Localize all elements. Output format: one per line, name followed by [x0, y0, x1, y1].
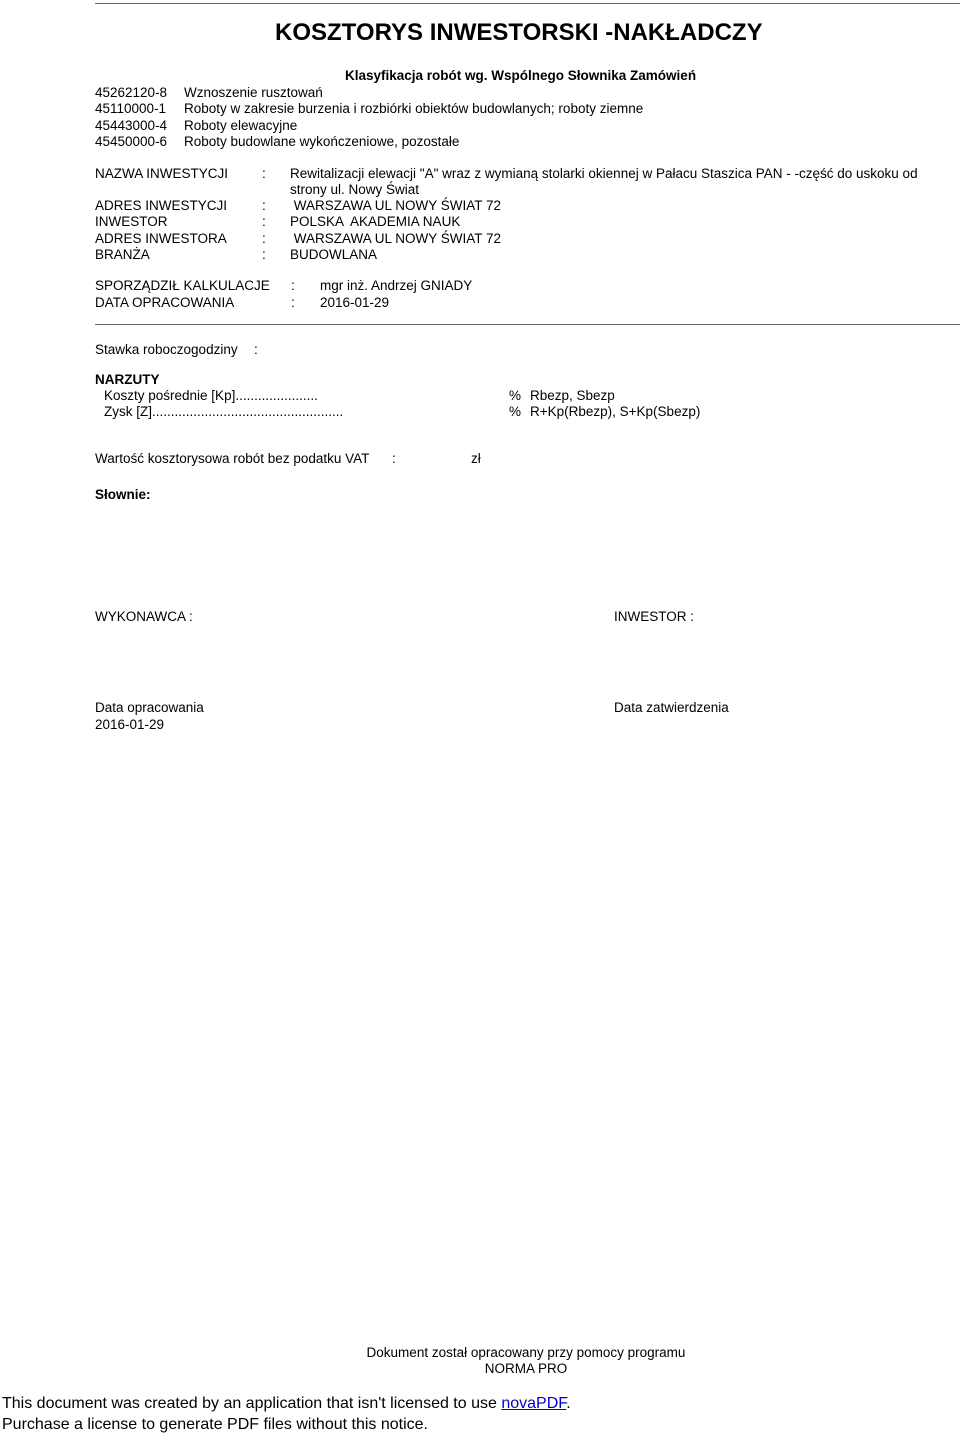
investor-signature-label: INWESTOR : — [614, 609, 695, 624]
colon: : — [262, 247, 266, 262]
colon: : — [262, 214, 266, 229]
cpv-name: Roboty budowlane wykończeniowe, pozostałe — [184, 134, 460, 149]
contractor-label: WYKONAWCA : — [95, 609, 193, 624]
preparation-date-label: DATA OPRACOWANIA — [95, 295, 235, 310]
preparation-date-value: 2016-01-29 — [320, 295, 390, 310]
program-note: Dokument został opracowany przy pomocy programu — [366, 1345, 686, 1360]
hourly-rate-label: Stawka roboczogodziny — [95, 342, 238, 357]
cpv-code: 45110000-1 — [95, 101, 167, 116]
section-divider — [95, 324, 960, 325]
program-name: NORMA PRO — [484, 1361, 568, 1376]
in-words-label: Słownie: — [95, 487, 151, 502]
cpv-name: Roboty w zakresie burzenia i rozbiórki obiektów budowlanych; roboty ziemne — [184, 101, 644, 116]
branch-value: BUDOWLANA — [290, 247, 378, 262]
prepared-by-value: mgr inż. Andrzej GNIADY — [320, 278, 473, 293]
surcharge-label: Zysk [Z]................................................... — [104, 404, 344, 419]
novapdf-link[interactable]: novaPDF — [501, 1395, 567, 1412]
cpv-code: 45262120-8 — [95, 85, 168, 100]
investor-label: INWESTOR — [95, 214, 168, 229]
surcharge-label: Koszty pośrednie [Kp]...................... — [104, 388, 318, 403]
investment-name-value-cont: strony ul. Nowy Świat — [290, 182, 420, 197]
colon: : — [291, 278, 295, 293]
document-title: KOSZTORYS INWESTORSKI -NAKŁADCZY — [275, 19, 763, 46]
surcharges-heading: NARZUTY — [95, 372, 160, 387]
top-rule — [95, 3, 960, 4]
surcharge-basis: R+Kp(Rbezp), S+Kp(Sbezp) — [530, 404, 701, 419]
approval-date-label: Data zatwierdzenia — [614, 700, 729, 715]
prep-date-value: 2016-01-29 — [95, 717, 165, 732]
license-notice-line2: Purchase a license to generate PDF files without this notice. — [2, 1416, 428, 1433]
colon: : — [291, 295, 295, 310]
classification-heading: Klasyfikacja robót wg. Wspólnego Słownika Zamówień — [345, 68, 697, 83]
prep-date-label: Data opracowania — [95, 700, 204, 715]
license-notice-period: . — [566, 1395, 571, 1412]
cpv-code: 45443000-4 — [95, 118, 168, 133]
investment-name-value: Rewitalizacji elewacji "A" wraz z wymianą stolarki okiennej w Pałacu Staszica PAN - -część do uskoku od — [290, 166, 918, 181]
colon: : — [392, 451, 396, 466]
estimate-value-label: Wartość kosztorysowa robót bez podatku VAT — [95, 451, 370, 466]
cpv-name: Wznoszenie rusztowań — [184, 85, 323, 100]
prepared-by-label: SPORZĄDZIŁ KALKULACJE — [95, 278, 270, 293]
colon: : — [254, 342, 258, 357]
investment-address-value: WARSZAWA UL NOWY ŚWIAT 72 — [290, 198, 502, 213]
cpv-name: Roboty elewacyjne — [184, 118, 298, 133]
branch-label: BRANŻA — [95, 247, 150, 262]
colon: : — [262, 166, 266, 181]
investment-name-label: NAZWA INWESTYCJI — [95, 166, 229, 181]
license-notice-text: This document was created by an application that isn't licensed to use — [2, 1395, 502, 1412]
investor-address-value: WARSZAWA UL NOWY ŚWIAT 72 — [290, 231, 502, 246]
investor-value: POLSKA AKADEMIA NAUK — [290, 214, 461, 229]
license-notice-line1 — [2, 1394, 571, 1414]
investment-address-label: ADRES INWESTYCJI — [95, 198, 228, 213]
colon: : — [262, 231, 266, 246]
surcharge-basis: Rbezp, Sbezp — [530, 388, 615, 403]
currency-label: zł — [471, 451, 481, 466]
investor-address-label: ADRES INWESTORA — [95, 231, 227, 246]
cpv-code: 45450000-6 — [95, 134, 168, 149]
surcharge-unit: % — [509, 404, 522, 419]
colon: : — [262, 198, 266, 213]
surcharge-unit: % — [509, 388, 522, 403]
